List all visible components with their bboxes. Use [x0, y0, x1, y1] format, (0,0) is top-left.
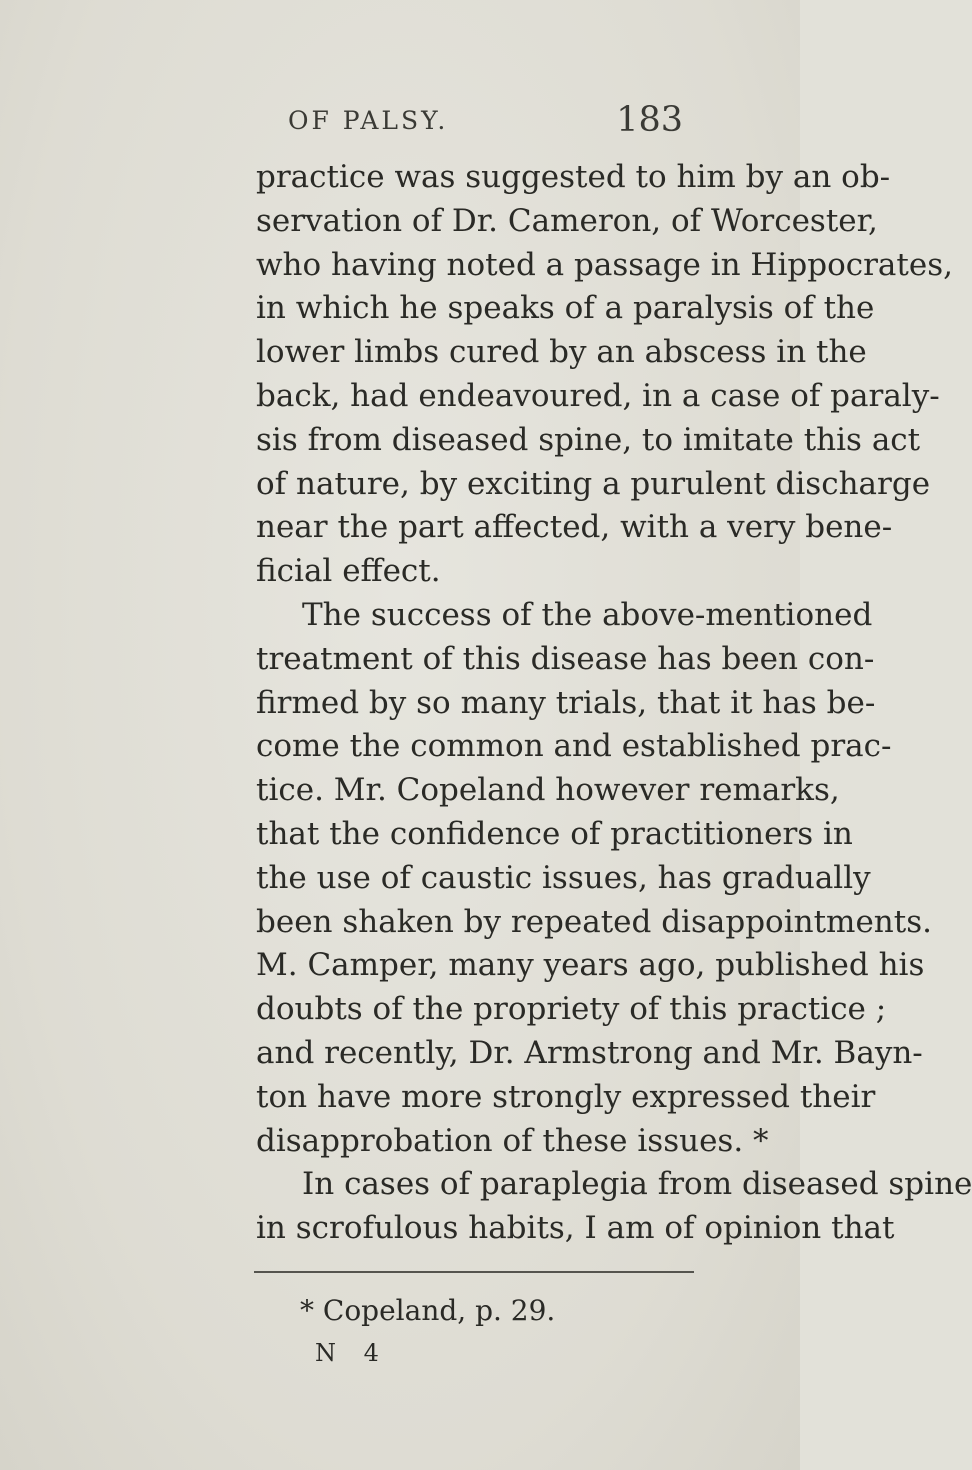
text-line: of nature, by exciting a purulent discharge: [256, 465, 931, 502]
paragraph-end-line: disapprobation of these issues. *: [256, 1122, 769, 1159]
text-line: in which he speaks of a paralysis of the: [256, 290, 875, 327]
footnote-rule: [254, 1271, 694, 1273]
text-line: near the part affected, with a very bene-: [256, 509, 893, 546]
text-line: in scrofulous habits, I am of opinion that: [256, 1210, 895, 1247]
text-line: ton have more strongly expressed their: [256, 1078, 876, 1115]
footnote: * Copeland, p. 29.: [300, 1294, 556, 1327]
paragraph-start-line: The success of the above-mentioned: [302, 596, 873, 633]
running-head: [288, 100, 683, 144]
text-line: who having noted a passage in Hippocrates,: [256, 246, 953, 283]
text-line: sis from diseased spine, to imitate this act: [256, 421, 921, 458]
text-line: the use of caustic issues, has gradually: [256, 859, 871, 896]
text-line: doubts of the propriety of this practice ;: [256, 991, 887, 1028]
text-line: come the common and established prac-: [256, 728, 892, 765]
text-line: practice was suggested to him by an ob-: [256, 159, 891, 195]
text-line: back, had endeavoured, in a case of paraly-: [256, 377, 940, 414]
running-head-title: OF PALSY.: [288, 106, 449, 135]
text-line: tice. Mr. Copeland however remarks,: [256, 772, 840, 809]
signature-mark: N 4: [315, 1339, 389, 1367]
paragraph-end-line: ficial effect.: [256, 553, 441, 590]
text-line: M. Camper, many years ago, published his: [256, 947, 925, 984]
text-line: that the confidence of practitioners in: [256, 815, 853, 852]
body-text: [256, 156, 972, 1251]
text-line: lower limbs cured by an abscess in the: [256, 334, 867, 371]
text-line: and recently, Dr. Armstrong and Mr. Bayn-: [256, 1034, 923, 1071]
text-line: treatment of this disease has been con-: [256, 640, 875, 677]
paragraph-start-line: In cases of paraplegia from diseased spine: [302, 1166, 972, 1203]
text-line: servation of Dr. Cameron, of Worcester,: [256, 202, 878, 239]
text-line: been shaken by repeated disappointments.: [256, 903, 932, 940]
text-line: firmed by so many trials, that it has be-: [256, 684, 876, 721]
page-number: 183: [616, 100, 683, 140]
